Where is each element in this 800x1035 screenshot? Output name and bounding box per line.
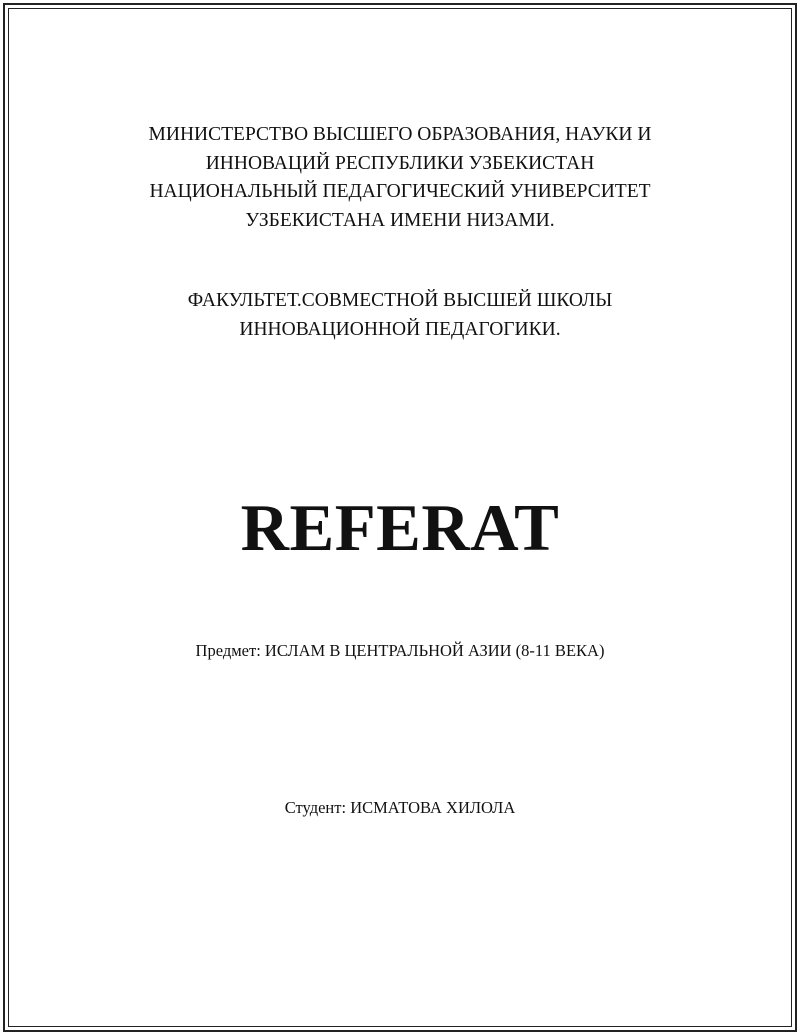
faculty-line: ИННОВАЦИОННОЙ ПЕДАГОГИКИ. [239,318,561,340]
document-title: REFERAT [240,491,560,565]
subject-line [0,640,800,662]
student-name: ИСМАТОВА ХИЛОЛА [350,798,516,817]
student-line [0,797,800,819]
faculty-line: ФАКУЛЬТЕТ.СОВМЕСТНОЙ ВЫСШЕЙ ШКОЛЫ [187,290,613,311]
ministry-line: МИНИСТЕРСТВО ВЫСШЕГО ОБРАЗОВАНИЯ, НАУКИ И [148,124,652,145]
university-line: УЗБЕКИСТАНА ИМЕНИ НИЗАМИ. [245,209,555,231]
faculty-heading [0,287,800,344]
university-line: НАЦИОНАЛЬНЫЙ ПЕДАГОГИЧЕСКИЙ УНИВЕРСИТЕТ [149,181,651,202]
student-label: Студент: [284,798,347,817]
ministry-heading [0,121,800,235]
subject-value: ИСЛАМ В ЦЕНТРАЛЬНОЙ АЗИИ (8-11 ВЕКА) [264,641,605,660]
ministry-line: ИННОВАЦИЙ РЕСПУБЛИКИ УЗБЕКИСТАН [205,152,595,174]
subject-label: Предмет: [195,641,261,660]
